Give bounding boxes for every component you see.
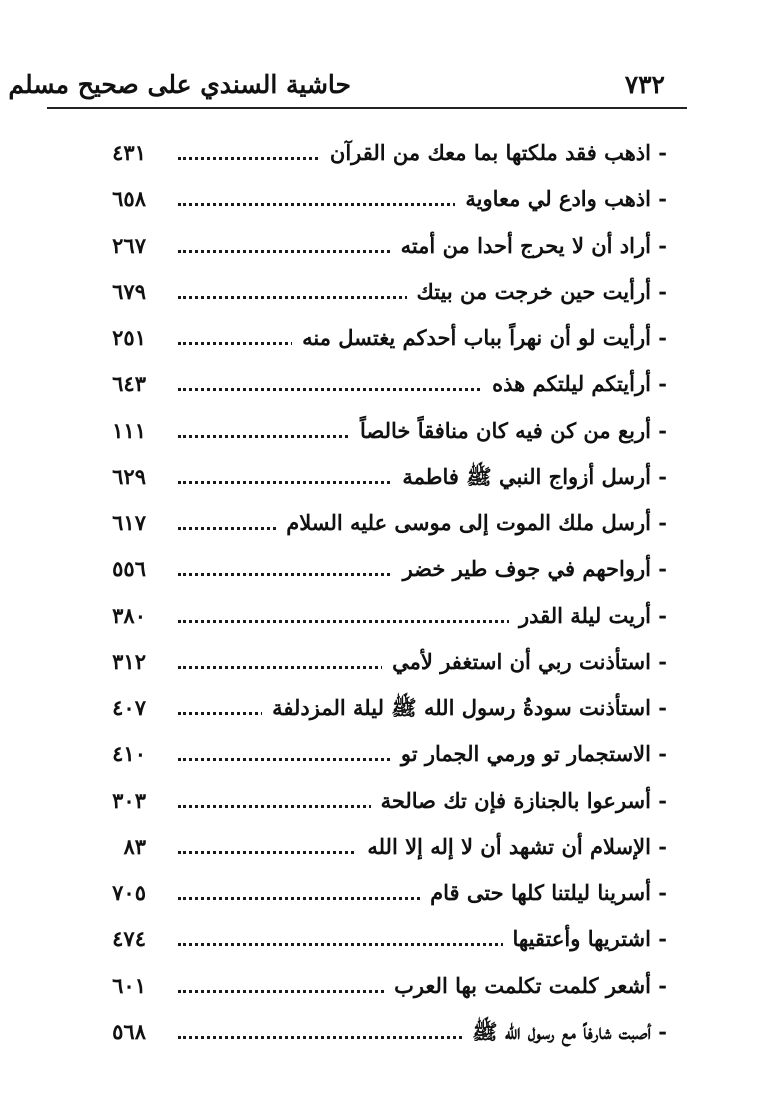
- entry-text: - أرأيتكم ليلتكم هذه: [482, 364, 667, 404]
- page-number: ٧٣٢: [624, 70, 665, 99]
- entry-page-number: ٣٠٣: [112, 787, 146, 813]
- entry-page-number: ٦٧٩: [112, 278, 146, 304]
- entry-page-number: ١١١: [112, 417, 146, 443]
- entry-text: - الاستجمار تو ورمي الجمار تو: [391, 734, 667, 774]
- entry-page-number: ٦٠١: [112, 972, 146, 998]
- index-entry: [0, 549, 761, 589]
- index-entry: [0, 1012, 761, 1052]
- index-entry: [0, 133, 761, 173]
- entry-page-number: ٤٣١: [112, 140, 146, 165]
- entry-page-number: ٦١٧: [112, 510, 146, 535]
- entry-page-number: ٧٠٥: [112, 880, 146, 905]
- index-entry: [0, 919, 761, 959]
- index-entry: [0, 873, 761, 913]
- entry-page-number: ٥٥٦: [112, 556, 146, 582]
- entry-page-number: ٢٥١: [112, 325, 146, 350]
- entry-page-number: ٥٦٨: [112, 1018, 146, 1044]
- entry-page-number: ٤٠٧: [112, 695, 146, 720]
- index-entry: [0, 688, 761, 728]
- index-entry: [0, 364, 761, 404]
- entry-page-number: ٤١٠: [112, 741, 146, 767]
- entry-text: - اذهب فقد ملكتها بما معك من القرآن: [320, 133, 667, 173]
- entry-text: - اشتريها وأعتقيها: [503, 919, 668, 959]
- entry-text: - أسرينا ليلتنا كلها حتى قام: [420, 873, 667, 913]
- running-title: حاشية السندي على صحيح مسلم: [8, 70, 351, 99]
- entry-page-number: ٣١٢: [112, 648, 146, 674]
- index-entry: [0, 411, 761, 451]
- entry-page-number: ٦٤٣: [112, 371, 146, 397]
- index-entry: [0, 827, 761, 867]
- entry-text: - أسرعوا بالجنازة فإن تك صالحة: [371, 781, 667, 821]
- entry-page-number: ٦٢٩: [112, 463, 146, 489]
- entry-text: - أراد أن لا يحرج أحدا من أمته: [391, 226, 667, 266]
- index-entry: [0, 318, 761, 358]
- index-entry: [0, 457, 761, 497]
- entry-text: - أرسل ملك الموت إلى موسى عليه السلام: [276, 503, 667, 543]
- entry-text: - أشعر كلمت تكلمت بها العرب: [384, 966, 667, 1006]
- entry-text: - الإسلام أن تشهد أن لا إله إلا الله: [357, 827, 667, 867]
- entry-page-number: ٨٣: [123, 833, 146, 859]
- entry-text: - استأذنت ربي أن استغفر لأمي: [382, 642, 667, 682]
- entry-text: - استأذنت سودةُ رسول الله ﷺ ليلة المزدلفة: [262, 688, 667, 728]
- entry-text: - أرأيت لو أن نهراً بباب أحدكم يغتسل منه: [292, 318, 667, 358]
- entry-text: - أرأيت حين خرجت من بيتك: [407, 272, 667, 312]
- index-entry: [0, 734, 761, 774]
- entry-page-number: ٦٥٨: [112, 186, 146, 212]
- index-entry: [0, 642, 761, 682]
- index-entry: [0, 179, 761, 219]
- entry-page-number: ٣٨٠: [112, 602, 146, 628]
- index-entry: [0, 503, 761, 543]
- entry-page-number: ٤٧٤: [112, 926, 146, 952]
- index-entry: [0, 226, 761, 266]
- entry-text: - أصبت شارفاً مع رسول الله ﷺ: [462, 1012, 667, 1052]
- index-entry: [0, 596, 761, 636]
- entry-text: - أريت ليلة القدر: [509, 596, 667, 636]
- entry-text: - أرسل أزواج النبي ﷺ فاطمة: [392, 457, 667, 497]
- index-entry: [0, 272, 761, 312]
- index-entry: [0, 966, 761, 1006]
- entry-text: - أرواحهم في جوف طير خضر: [393, 549, 667, 589]
- entry-page-number: ٢٦٧: [112, 232, 146, 258]
- entry-text: - أربع من كن فيه كان منافقاً خالصاً: [350, 411, 667, 451]
- entry-text: - اذهب وادع لي معاوية: [455, 179, 667, 219]
- header-rule: [47, 107, 687, 109]
- index-entry: [0, 781, 761, 821]
